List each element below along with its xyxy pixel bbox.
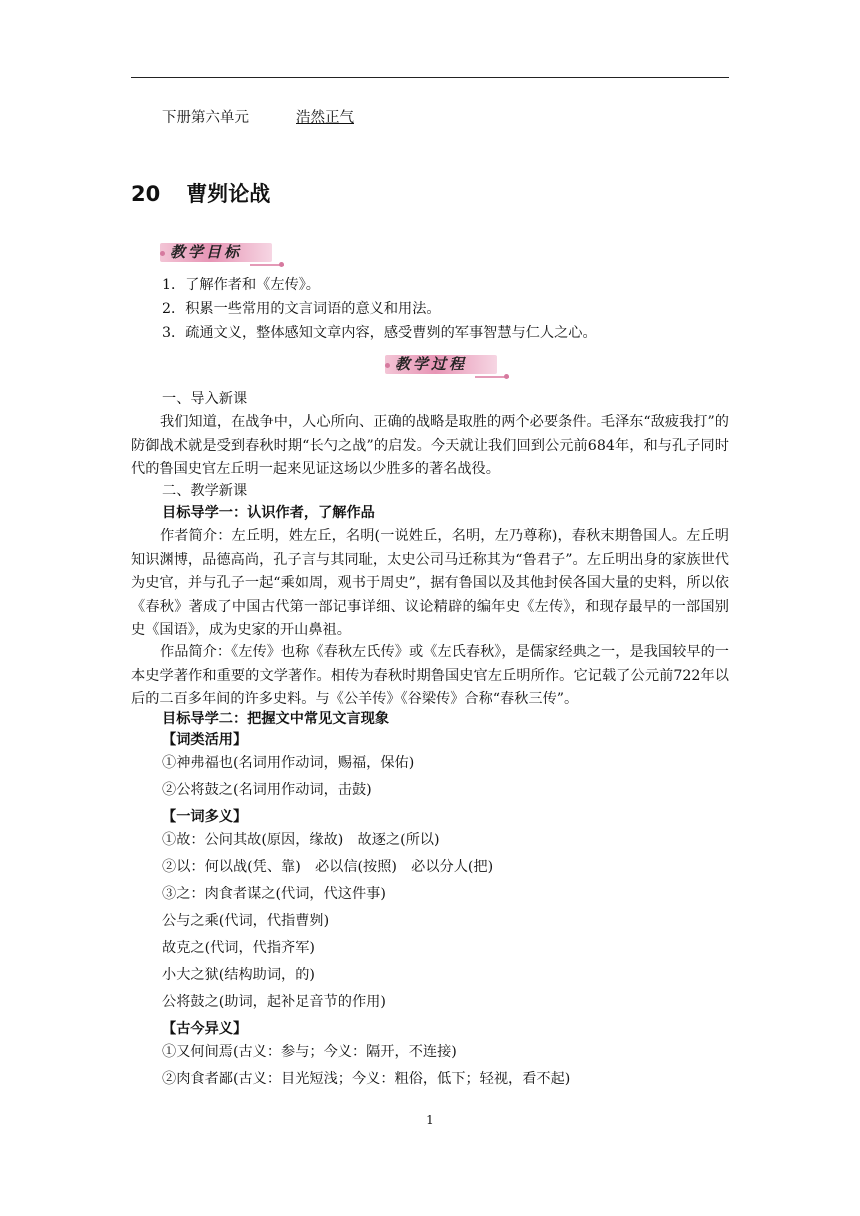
list-item: ①故：公问其故(原因，缘故) 故逐之(所以) xyxy=(162,832,440,848)
list-item: 故克之(代词，代指齐军) xyxy=(162,940,315,956)
list-item: ①神弗福也(名词用作动词，赐福，保佑) xyxy=(162,755,415,771)
badge-dot-icon xyxy=(385,363,390,368)
category-heading: 【古今异义】 xyxy=(162,1021,248,1037)
goal-item: 3．疏通文义，整体感知文章内容，感受曹刿的军事智慧与仁人之心。 xyxy=(162,325,597,341)
section-heading: 二、教学新课 xyxy=(162,483,248,499)
goals-badge-label: 教学目标 xyxy=(170,243,243,261)
intro-paragraph: 我们知道，在战争中，人心所向、正确的战略是取胜的两个必要条件。毛泽东“敌疲我打”的防御战术就是受到春秋时期“长勺之战”的启发。今天就让我们回到公元前684年，和与孔子同时代的鲁国史官左丘明一起来见证这场以少胜多的著名战役。 xyxy=(131,414,729,477)
author-paragraph: 作者简介：左丘明，姓左丘，名明(一说姓丘，名明，左乃尊称)，春秋末期鲁国人。左丘明知识渊博，品德高尚，孔子言与其同耻，太史公司马迁称其为“鲁君子”。左丘明出身的家族世代为史官，并与孔子一起“乘如周，观书于周史”，据有鲁国以及其他封侯各国大量的史料，所以依《春秋》著成了中国古代第一部记事详细、议论精辟的编年史《左传》，和现存最早的一部国别史《国语》，成为史家的开山鼻祖。 xyxy=(131,528,729,638)
badge-dot-icon xyxy=(279,262,284,267)
lesson-number: 20 xyxy=(131,182,161,206)
header-rule xyxy=(131,77,729,78)
list-item: 小大之狱(结构助词，的) xyxy=(162,967,315,983)
list-item: ③之：肉食者谋之(代词，代这件事) xyxy=(162,886,386,902)
list-item: ①又何间焉(古义：参与；今义：隔开，不连接) xyxy=(162,1044,457,1060)
unit-label: 下册第六单元 xyxy=(162,110,249,126)
list-item: ②以：何以战(凭、靠) 必以信(按照) 必以分人(把) xyxy=(162,859,494,875)
process-badge xyxy=(385,352,511,378)
goal-item: 1．了解作者和《左传》。 xyxy=(162,277,320,293)
category-heading: 【一词多义】 xyxy=(162,809,248,825)
section-heading: 一、导入新课 xyxy=(162,391,248,407)
unit-header xyxy=(162,106,354,127)
guide-heading: 目标导学一：认识作者，了解作品 xyxy=(162,505,375,521)
list-item: 公与之乘(代词，代指曹刿) xyxy=(162,913,330,929)
unit-theme: 浩然正气 xyxy=(296,110,354,126)
badge-dot-icon xyxy=(160,251,165,256)
category-heading: 【词类活用】 xyxy=(162,732,248,748)
lesson-title xyxy=(131,178,270,208)
lesson-name: 曹刿论战 xyxy=(186,182,271,206)
page-number: 1 xyxy=(426,1113,434,1127)
list-item: ②公将鼓之(名词用作动词，击鼓) xyxy=(162,782,372,798)
process-badge-label: 教学过程 xyxy=(395,355,468,373)
badge-dot-icon xyxy=(504,374,509,379)
work-paragraph: 作品简介：《左传》也称《春秋左氏传》或《左氏春秋》，是儒家经典之一，是我国较早的一本史学著作和重要的文学著作。相传为春秋时期鲁国史官左丘明所作。它记载了公元前722年以后的二百多年间的许多史料。与《公羊传》《谷梁传》合称“春秋三传”。 xyxy=(131,644,729,707)
guide-heading: 目标导学二：把握文中常见文言现象 xyxy=(162,711,390,727)
list-item: 公将鼓之(助词，起补足音节的作用) xyxy=(162,994,386,1010)
list-item: ②肉食者鄙(古义：目光短浅；今义：粗俗，低下；轻视，看不起) xyxy=(162,1071,571,1087)
goal-item: 2．积累一些常用的文言词语的意义和用法。 xyxy=(162,301,441,317)
goals-badge xyxy=(160,240,286,266)
